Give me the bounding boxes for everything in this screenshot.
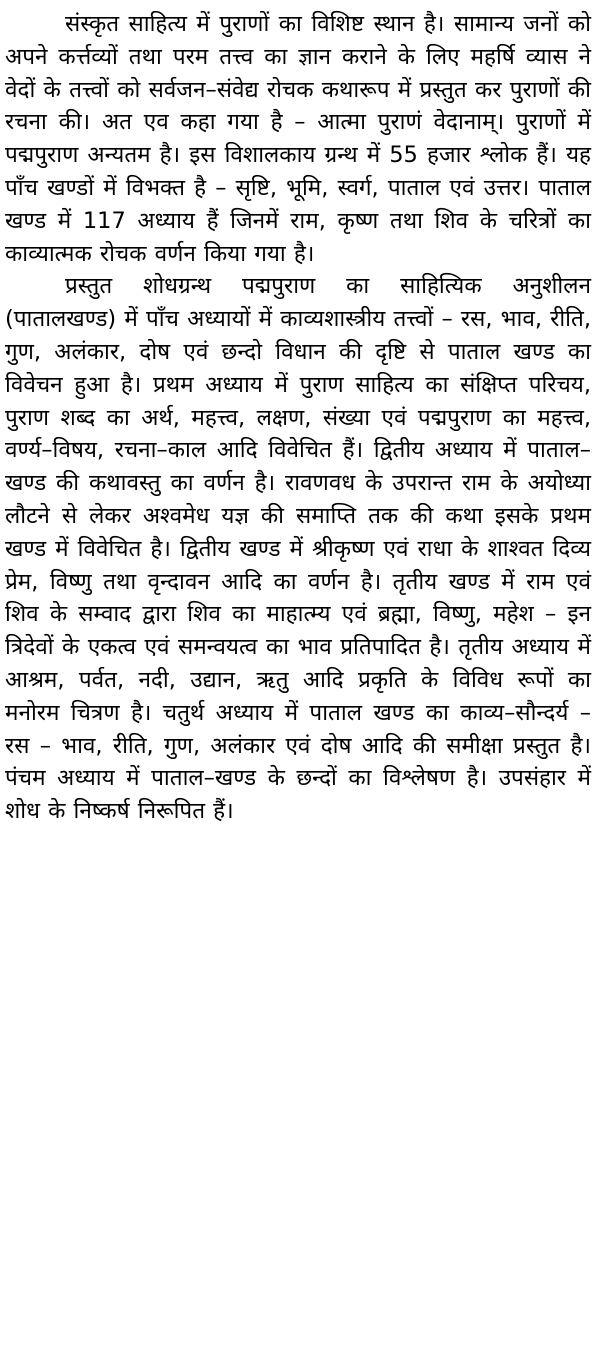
paragraph-summary: प्रस्तुत शोधग्रन्थ पद्मपुराण का साहित्यिक अनुशीलन (पातालखण्ड) में पाँच अध्यायों में काव्यशास्त्रीय तत्त्वों – रस, भाव, रीति, गुण, अलंकार, दोष एवं छन्दो विधान की दृष्टि से पाताल खण्ड का विवेचन हुआ है। प्रथम अध्याय में पुराण साहित्य का संक्षिप्त परिचय, पुराण शब्द का अर्थ, महत्त्व, लक्षण, संख्या एवं पद्मपुराण का महत्त्व, वर्ण्य–विषय, रचना–काल आदि विवेचित हैं। द्वितीय अध्याय में पाताल–खण्ड की कथावस्तु का वर्णन है। रावणवध के उपरान्त राम के अयोध्या लौटने से लेकर अश्वमेध यज्ञ की समाप्ति तक की कथा इसके प्रथम खण्ड में विवेचित है। द्वितीय खण्ड में श्रीकृष्ण एवं राधा के शाश्वत दिव्य प्रेम, विष्णु तथा वृन्दावन आदि का वर्णन है। तृतीय खण्ड में राम एवं शिव के सम्वाद द्वारा शिव का माहात्म्य एवं ब्रह्मा, विष्णु, महेश – इन त्रिदेवों के एकत्व एवं समन्वयत्व का भाव प्रतिपादित है। तृतीय अध्याय में आश्रम, पर्वत, नदी, उद्यान, ऋतु आदि प्रकृति के विविध रूपों का मनोरम चित्रण है। चतुर्थ अध्याय में पाताल खण्ड का काव्य–सौन्दर्य – रस – भाव, रीति, गुण, अलंकार एवं दोष आदि की समीक्षा प्रस्तुत है। पंचम अध्याय में पाताल–खण्ड के छन्दों का विश्लेषण है। उपसंहार में शोध के निष्कर्ष निरूपित हैं। xyxy=(5,273,591,825)
document-page xyxy=(5,8,591,828)
paragraph-intro: संस्कृत साहित्य में पुराणों का विशिष्ट स्थान है। सामान्य जनों को अपने कर्त्तव्यों तथा परम तत्त्व का ज्ञान कराने के लिए महर्षि व्यास ने वेदों के तत्त्वों को सर्वजन–संवेद्य रोचक कथारूप में प्रस्तुत कर पुराणों की रचना की। अत एव कहा गया है – आत्मा पुराणं वेदानाम्। पुराणों में पद्मपुराण अन्यतम है। इस विशालकाय ग्रन्थ में 55 हजार श्लोक हैं। यह पाँच खण्डों में विभक्त है – सृष्टि, भूमि, स्वर्ग, पाताल एवं उत्तर। पाताल खण्ड में 117 अध्याय हैं जिनमें राम, कृष्ण तथा शिव के चरित्रों का काव्यात्मक रोचक वर्णन किया गया है। xyxy=(5,11,591,267)
